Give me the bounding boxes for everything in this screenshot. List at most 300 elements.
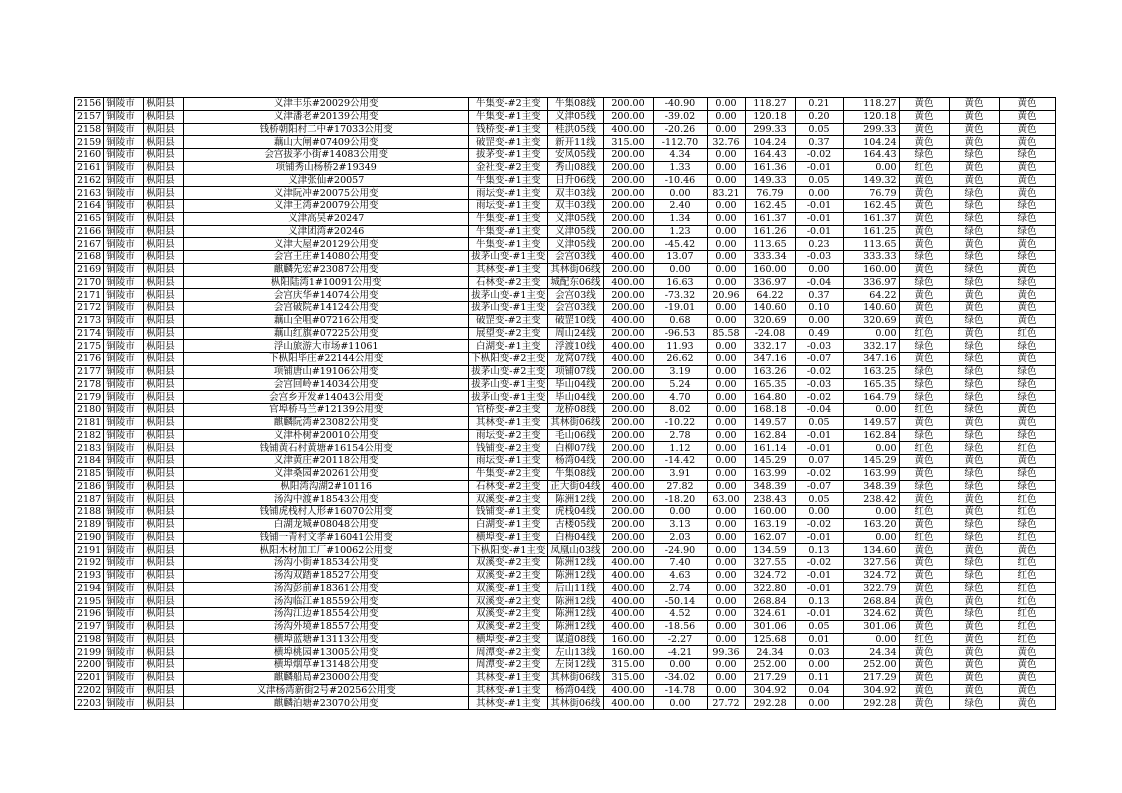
table-row — [75, 404, 1056, 417]
feeder-line-cell: 古楼05线 — [548, 518, 603, 531]
feeder-line-cell: 左山13线 — [548, 646, 603, 659]
substation-cell: 其林变-#1主变 — [469, 671, 548, 684]
feeder-line-cell: 毕山04线 — [548, 391, 603, 404]
transformer-name-cell: 白湖龙城#08048公用变 — [184, 518, 469, 531]
county-cell: 枞阳县 — [144, 378, 184, 391]
status-color-3-cell: 黄色 — [999, 416, 1055, 429]
city-cell: 铜陵市 — [104, 582, 144, 595]
status-color-3-cell: 黄色 — [999, 136, 1055, 149]
county-cell: 枞阳县 — [144, 429, 184, 442]
value-e-cell: 163.99 — [843, 467, 899, 480]
transformer-name-cell: 麒麟船局#23000公用变 — [184, 671, 469, 684]
value-e-cell: 304.92 — [843, 684, 899, 697]
status-color-3-cell: 黄色 — [999, 659, 1055, 672]
status-color-1-cell: 黄色 — [899, 569, 949, 582]
table-row — [75, 302, 1056, 315]
status-color-3-cell: 黄色 — [999, 238, 1055, 251]
capacity-cell: 400.00 — [603, 582, 653, 595]
value-c-cell: 332.17 — [745, 340, 795, 353]
transformer-name-cell: 义津桑园#20261公用变 — [184, 467, 469, 480]
county-cell: 枞阳县 — [144, 161, 184, 174]
value-e-cell: 332.17 — [843, 340, 899, 353]
status-color-3-cell: 黄色 — [999, 544, 1055, 557]
substation-cell: 白湖变-#1主变 — [469, 340, 548, 353]
value-c-cell: 333.34 — [745, 251, 795, 264]
table-row — [75, 251, 1056, 264]
value-e-cell: 252.00 — [843, 659, 899, 672]
status-color-3-cell: 黄色 — [999, 314, 1055, 327]
status-color-3-cell: 绿色 — [999, 200, 1055, 213]
value-b-cell: 85.58 — [707, 327, 745, 340]
value-d-cell: -0.01 — [795, 569, 843, 582]
substation-cell: 双溪变-#2主变 — [469, 557, 548, 570]
table-row — [75, 506, 1056, 519]
transformer-name-cell: 义津杨湾新街2号#20256公用变 — [184, 684, 469, 697]
substation-cell: 牛集变-#1主变 — [469, 238, 548, 251]
feeder-line-cell: 义津05线 — [548, 110, 603, 123]
value-b-cell: 0.00 — [707, 251, 745, 264]
capacity-cell: 200.00 — [603, 161, 653, 174]
value-e-cell: 163.20 — [843, 518, 899, 531]
status-color-3-cell: 绿色 — [999, 149, 1055, 162]
status-color-1-cell: 黄色 — [899, 174, 949, 187]
status-color-2-cell: 绿色 — [949, 340, 999, 353]
capacity-cell: 400.00 — [603, 276, 653, 289]
status-color-1-cell: 红色 — [899, 531, 949, 544]
value-c-cell: 145.29 — [745, 455, 795, 468]
feeder-line-cell: 会宫03线 — [548, 251, 603, 264]
capacity-cell: 200.00 — [603, 174, 653, 187]
status-color-3-cell: 红色 — [999, 633, 1055, 646]
city-cell: 铜陵市 — [104, 518, 144, 531]
value-e-cell: 24.34 — [843, 646, 899, 659]
city-cell: 铜陵市 — [104, 276, 144, 289]
row-number-cell: 2186 — [75, 480, 104, 493]
county-cell: 枞阳县 — [144, 697, 184, 710]
substation-cell: 石林变-#2主变 — [469, 276, 548, 289]
table-row — [75, 98, 1056, 111]
status-color-1-cell: 黄色 — [899, 455, 949, 468]
status-color-3-cell: 绿色 — [999, 378, 1055, 391]
county-cell: 枞阳县 — [144, 123, 184, 136]
value-e-cell: 160.00 — [843, 263, 899, 276]
city-cell: 铜陵市 — [104, 608, 144, 621]
row-number-cell: 2185 — [75, 467, 104, 480]
status-color-1-cell: 黄色 — [899, 557, 949, 570]
city-cell: 铜陵市 — [104, 684, 144, 697]
feeder-line-cell: 义津05线 — [548, 238, 603, 251]
substation-cell: 双溪变-#2主变 — [469, 608, 548, 621]
status-color-2-cell: 黄色 — [949, 544, 999, 557]
substation-cell: 钱铺变-#1主变 — [469, 506, 548, 519]
capacity-cell: 200.00 — [603, 200, 653, 213]
substation-cell: 雨坛变-#1主变 — [469, 200, 548, 213]
value-d-cell: -0.04 — [795, 404, 843, 417]
transformer-name-cell: 钱铺一青村文孝#16041公用变 — [184, 531, 469, 544]
value-e-cell: 292.28 — [843, 697, 899, 710]
value-a-cell: 0.00 — [653, 697, 707, 710]
feeder-line-cell: 周山24线 — [548, 327, 603, 340]
table-row — [75, 174, 1056, 187]
capacity-cell: 400.00 — [603, 620, 653, 633]
status-color-2-cell: 绿色 — [949, 251, 999, 264]
transformer-name-cell: 项铺秀山杨桥2#19349 — [184, 161, 469, 174]
table-row — [75, 557, 1056, 570]
capacity-cell: 200.00 — [603, 98, 653, 111]
feeder-line-cell: 秀山08线 — [548, 161, 603, 174]
value-b-cell: 20.96 — [707, 289, 745, 302]
status-color-2-cell: 黄色 — [949, 289, 999, 302]
transformer-name-cell: 横埠桃园#13005公用变 — [184, 646, 469, 659]
value-d-cell: 0.49 — [795, 327, 843, 340]
value-a-cell: 0.00 — [653, 506, 707, 519]
city-cell: 铜陵市 — [104, 442, 144, 455]
substation-cell: 雨坛变-#2主变 — [469, 429, 548, 442]
status-color-1-cell: 黄色 — [899, 187, 949, 200]
value-e-cell: 163.25 — [843, 365, 899, 378]
status-color-3-cell: 黄色 — [999, 684, 1055, 697]
substation-cell: 钱桥变-#1主变 — [469, 123, 548, 136]
status-color-1-cell: 黄色 — [899, 595, 949, 608]
status-color-1-cell: 黄色 — [899, 289, 949, 302]
status-color-1-cell: 黄色 — [899, 314, 949, 327]
county-cell: 枞阳县 — [144, 455, 184, 468]
status-color-1-cell: 黄色 — [899, 110, 949, 123]
status-color-2-cell: 绿色 — [949, 557, 999, 570]
value-d-cell: -0.01 — [795, 200, 843, 213]
transformer-name-cell: 横埠烟草#13148公用变 — [184, 659, 469, 672]
status-color-1-cell: 黄色 — [899, 212, 949, 225]
value-b-cell: 0.00 — [707, 314, 745, 327]
feeder-line-cell: 浮渡10线 — [548, 340, 603, 353]
value-c-cell: 76.79 — [745, 187, 795, 200]
capacity-cell: 200.00 — [603, 404, 653, 417]
county-cell: 枞阳县 — [144, 595, 184, 608]
value-a-cell: 0.00 — [653, 187, 707, 200]
value-e-cell: 149.32 — [843, 174, 899, 187]
value-d-cell: 0.04 — [795, 684, 843, 697]
value-b-cell: 0.00 — [707, 212, 745, 225]
city-cell: 铜陵市 — [104, 506, 144, 519]
status-color-3-cell: 红色 — [999, 493, 1055, 506]
substation-cell: 双溪变-#2主变 — [469, 620, 548, 633]
row-number-cell: 2157 — [75, 110, 104, 123]
transformer-name-cell: 义津张仙#20057 — [184, 174, 469, 187]
status-color-3-cell: 红色 — [999, 506, 1055, 519]
value-d-cell: -0.01 — [795, 212, 843, 225]
status-color-3-cell: 红色 — [999, 557, 1055, 570]
value-a-cell: 3.91 — [653, 467, 707, 480]
value-c-cell: 252.00 — [745, 659, 795, 672]
table-row — [75, 225, 1056, 238]
status-color-1-cell: 红色 — [899, 442, 949, 455]
status-color-3-cell: 绿色 — [999, 467, 1055, 480]
substation-cell: 横埠变-#1主变 — [469, 531, 548, 544]
substation-cell: 双溪变-#2主变 — [469, 595, 548, 608]
status-color-1-cell: 黄色 — [899, 493, 949, 506]
status-color-3-cell: 黄色 — [999, 646, 1055, 659]
capacity-cell: 200.00 — [603, 263, 653, 276]
capacity-cell: 200.00 — [603, 416, 653, 429]
feeder-line-cell: 其林街06线 — [548, 263, 603, 276]
capacity-cell: 200.00 — [603, 302, 653, 315]
value-a-cell: 2.03 — [653, 531, 707, 544]
status-color-1-cell: 绿色 — [899, 149, 949, 162]
value-c-cell: 140.60 — [745, 302, 795, 315]
feeder-line-cell: 破罡10线 — [548, 314, 603, 327]
value-d-cell: 0.13 — [795, 544, 843, 557]
table-row — [75, 429, 1056, 442]
status-color-3-cell: 黄色 — [999, 110, 1055, 123]
value-b-cell: 0.00 — [707, 110, 745, 123]
status-color-1-cell: 黄色 — [899, 467, 949, 480]
status-color-3-cell: 绿色 — [999, 225, 1055, 238]
substation-cell: 拔茅山变-#1主变 — [469, 289, 548, 302]
row-number-cell: 2192 — [75, 557, 104, 570]
value-b-cell: 0.00 — [707, 161, 745, 174]
city-cell: 铜陵市 — [104, 671, 144, 684]
city-cell: 铜陵市 — [104, 251, 144, 264]
row-number-cell: 2187 — [75, 493, 104, 506]
row-number-cell: 2158 — [75, 123, 104, 136]
value-b-cell: 0.00 — [707, 149, 745, 162]
value-b-cell: 0.00 — [707, 276, 745, 289]
capacity-cell: 160.00 — [603, 633, 653, 646]
value-c-cell: 161.36 — [745, 161, 795, 174]
value-a-cell: -96.53 — [653, 327, 707, 340]
transformer-name-cell: 汤沟外境#18557公用变 — [184, 620, 469, 633]
feeder-line-cell: 龙窝07线 — [548, 353, 603, 366]
feeder-line-cell: 双丰03线 — [548, 187, 603, 200]
value-d-cell: -0.01 — [795, 442, 843, 455]
status-color-1-cell: 黄色 — [899, 225, 949, 238]
value-d-cell: -0.03 — [795, 251, 843, 264]
status-color-2-cell: 黄色 — [949, 161, 999, 174]
value-d-cell: 0.00 — [795, 506, 843, 519]
table-row — [75, 289, 1056, 302]
value-d-cell: 0.10 — [795, 302, 843, 315]
capacity-cell: 200.00 — [603, 225, 653, 238]
table-row — [75, 620, 1056, 633]
county-cell: 枞阳县 — [144, 659, 184, 672]
value-d-cell: 0.37 — [795, 289, 843, 302]
row-number-cell: 2176 — [75, 353, 104, 366]
value-c-cell: 238.43 — [745, 493, 795, 506]
city-cell: 铜陵市 — [104, 429, 144, 442]
feeder-line-cell: 双丰03线 — [548, 200, 603, 213]
value-a-cell: 7.40 — [653, 557, 707, 570]
feeder-line-cell: 谋道08线 — [548, 633, 603, 646]
feeder-line-cell: 杨湾04线 — [548, 455, 603, 468]
value-d-cell: -0.02 — [795, 557, 843, 570]
capacity-cell: 315.00 — [603, 136, 653, 149]
transformer-name-cell: 汤沟彭前#18361公用变 — [184, 582, 469, 595]
status-color-1-cell: 红色 — [899, 633, 949, 646]
substation-cell: 钱铺变-#2主变 — [469, 442, 548, 455]
value-d-cell: 0.01 — [795, 633, 843, 646]
capacity-cell: 160.00 — [603, 646, 653, 659]
county-cell: 枞阳县 — [144, 110, 184, 123]
city-cell: 铜陵市 — [104, 391, 144, 404]
value-b-cell: 63.00 — [707, 493, 745, 506]
value-a-cell: 3.19 — [653, 365, 707, 378]
county-cell: 枞阳县 — [144, 200, 184, 213]
table-row — [75, 136, 1056, 149]
row-number-cell: 2201 — [75, 671, 104, 684]
value-b-cell: 0.00 — [707, 518, 745, 531]
value-a-cell: -18.56 — [653, 620, 707, 633]
feeder-line-cell: 毛山06线 — [548, 429, 603, 442]
value-d-cell: 0.00 — [795, 697, 843, 710]
table-row — [75, 149, 1056, 162]
status-color-1-cell: 黄色 — [899, 200, 949, 213]
value-d-cell: 0.07 — [795, 455, 843, 468]
county-cell: 枞阳县 — [144, 442, 184, 455]
value-d-cell: 0.37 — [795, 136, 843, 149]
value-b-cell: 0.00 — [707, 123, 745, 136]
substation-cell: 双溪变-#1主变 — [469, 582, 548, 595]
value-d-cell: 0.00 — [795, 187, 843, 200]
status-color-1-cell: 绿色 — [899, 365, 949, 378]
city-cell: 铜陵市 — [104, 225, 144, 238]
status-color-1-cell: 黄色 — [899, 646, 949, 659]
city-cell: 铜陵市 — [104, 110, 144, 123]
value-a-cell: 3.13 — [653, 518, 707, 531]
value-c-cell: 327.55 — [745, 557, 795, 570]
row-number-cell: 2202 — [75, 684, 104, 697]
transformer-name-cell: 藕山红旗#07225公用变 — [184, 327, 469, 340]
value-b-cell: 0.00 — [707, 416, 745, 429]
row-number-cell: 2198 — [75, 633, 104, 646]
value-e-cell: 0.00 — [843, 327, 899, 340]
city-cell: 铜陵市 — [104, 327, 144, 340]
capacity-cell: 200.00 — [603, 518, 653, 531]
row-number-cell: 2200 — [75, 659, 104, 672]
feeder-line-cell: 其林街06线 — [548, 416, 603, 429]
county-cell: 枞阳县 — [144, 544, 184, 557]
row-number-cell: 2183 — [75, 442, 104, 455]
status-color-3-cell: 红色 — [999, 582, 1055, 595]
status-color-3-cell: 黄色 — [999, 289, 1055, 302]
value-e-cell: 324.62 — [843, 608, 899, 621]
value-a-cell: -18.20 — [653, 493, 707, 506]
value-e-cell: 118.27 — [843, 98, 899, 111]
feeder-line-cell: 其林街06线 — [548, 697, 603, 710]
value-b-cell: 0.00 — [707, 467, 745, 480]
value-c-cell: 149.57 — [745, 416, 795, 429]
value-a-cell: 1.34 — [653, 212, 707, 225]
table-row — [75, 391, 1056, 404]
value-e-cell: 336.97 — [843, 276, 899, 289]
value-a-cell: -14.78 — [653, 684, 707, 697]
transformer-name-cell: 义津大屋#20129公用变 — [184, 238, 469, 251]
value-b-cell: 0.00 — [707, 506, 745, 519]
value-d-cell: 0.21 — [795, 98, 843, 111]
transformer-name-cell: 麒麟先宏#23087公用变 — [184, 263, 469, 276]
row-number-cell: 2188 — [75, 506, 104, 519]
transformer-name-cell: 会宫拔茅小街#14083公用变 — [184, 149, 469, 162]
status-color-2-cell: 绿色 — [949, 531, 999, 544]
value-d-cell: 0.11 — [795, 671, 843, 684]
capacity-cell: 315.00 — [603, 659, 653, 672]
status-color-2-cell: 绿色 — [949, 429, 999, 442]
table-row — [75, 569, 1056, 582]
value-c-cell: 168.18 — [745, 404, 795, 417]
value-a-cell: 0.68 — [653, 314, 707, 327]
feeder-line-cell: 会宫03线 — [548, 302, 603, 315]
row-number-cell: 2177 — [75, 365, 104, 378]
value-a-cell: -45.42 — [653, 238, 707, 251]
city-cell: 铜陵市 — [104, 340, 144, 353]
table-row — [75, 123, 1056, 136]
table-row — [75, 518, 1056, 531]
transformer-name-cell: 汤沟小街#18534公用变 — [184, 557, 469, 570]
county-cell: 枞阳县 — [144, 608, 184, 621]
county-cell: 枞阳县 — [144, 467, 184, 480]
status-color-2-cell: 绿色 — [949, 187, 999, 200]
table-row — [75, 442, 1056, 455]
city-cell: 铜陵市 — [104, 378, 144, 391]
value-a-cell: 2.78 — [653, 429, 707, 442]
row-number-cell: 2199 — [75, 646, 104, 659]
value-b-cell: 0.00 — [707, 531, 745, 544]
value-a-cell: -20.26 — [653, 123, 707, 136]
transformer-name-cell: 麒麟阮湾#23082公用变 — [184, 416, 469, 429]
row-number-cell: 2193 — [75, 569, 104, 582]
status-color-2-cell: 黄色 — [949, 136, 999, 149]
county-cell: 枞阳县 — [144, 391, 184, 404]
value-a-cell: -19.01 — [653, 302, 707, 315]
value-c-cell: 301.06 — [745, 620, 795, 633]
value-c-cell: 347.16 — [745, 353, 795, 366]
status-color-1-cell: 绿色 — [899, 429, 949, 442]
substation-cell: 双溪变-#2主变 — [469, 493, 548, 506]
status-color-3-cell: 黄色 — [999, 161, 1055, 174]
value-c-cell: 324.72 — [745, 569, 795, 582]
value-d-cell: 0.23 — [795, 238, 843, 251]
value-b-cell: 0.00 — [707, 391, 745, 404]
table-row — [75, 480, 1056, 493]
value-a-cell: 8.02 — [653, 404, 707, 417]
substation-cell: 雨坛变-#1主变 — [469, 455, 548, 468]
row-number-cell: 2161 — [75, 161, 104, 174]
substation-cell: 展望变-#2主变 — [469, 327, 548, 340]
table-row — [75, 353, 1056, 366]
value-c-cell: 64.22 — [745, 289, 795, 302]
transformer-name-cell: 会宫乡开发#14043公用变 — [184, 391, 469, 404]
value-e-cell: 299.33 — [843, 123, 899, 136]
feeder-line-cell: 正大街04线 — [548, 480, 603, 493]
row-number-cell: 2163 — [75, 187, 104, 200]
transformer-name-cell: 枞阳陆湾1#10091公用变 — [184, 276, 469, 289]
value-d-cell: -0.02 — [795, 391, 843, 404]
row-number-cell: 2182 — [75, 429, 104, 442]
table-row — [75, 595, 1056, 608]
table-row — [75, 161, 1056, 174]
status-color-3-cell: 黄色 — [999, 455, 1055, 468]
row-number-cell: 2180 — [75, 404, 104, 417]
value-a-cell: 26.62 — [653, 353, 707, 366]
row-number-cell: 2178 — [75, 378, 104, 391]
substation-cell: 牛集变-#2主变 — [469, 467, 548, 480]
feeder-line-cell: 城配东06线 — [548, 276, 603, 289]
value-c-cell: 217.29 — [745, 671, 795, 684]
value-e-cell: 324.72 — [843, 569, 899, 582]
status-color-3-cell: 黄色 — [999, 123, 1055, 136]
substation-cell: 其林变-#1主变 — [469, 263, 548, 276]
status-color-3-cell: 红色 — [999, 442, 1055, 455]
value-d-cell: 0.00 — [795, 659, 843, 672]
